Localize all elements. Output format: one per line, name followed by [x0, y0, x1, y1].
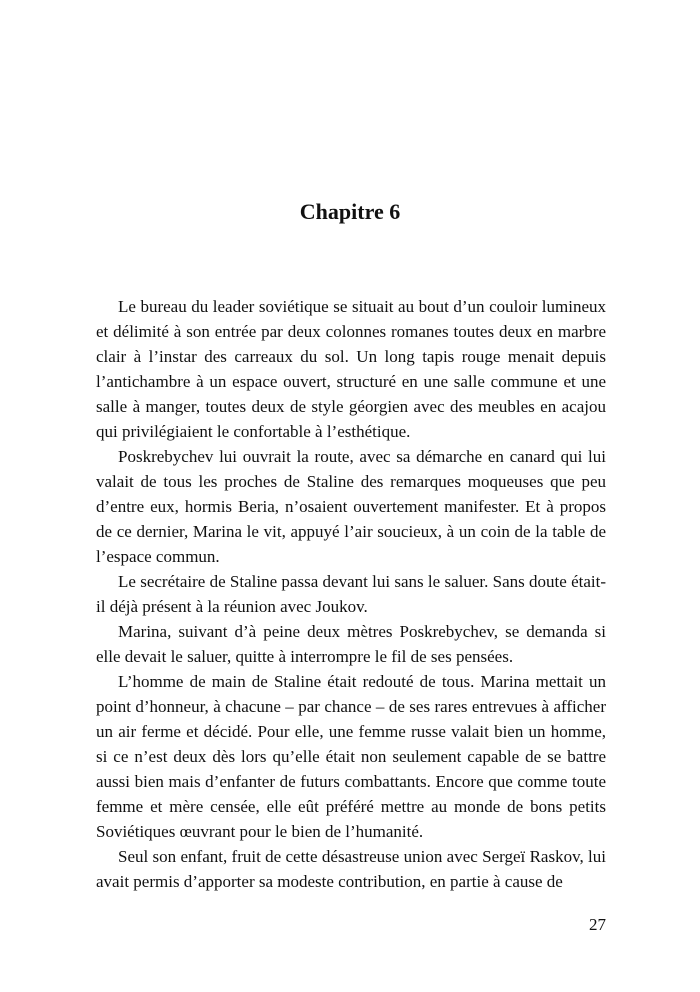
paragraph: Poskrebychev lui ouvrait la route, avec sa démarche en canard qui lui valait de tous les proches de Staline des remarques moqueuses que peu d’entre eux, hormis Beria, n’osaient ouvertement manifester. Et à propos de ce dernier, Marina le vit, appuyé l’air soucieux, à un coin de la table de l’espace commun. [96, 447, 606, 566]
chapter-title: Chapitre 6 [299, 199, 401, 224]
page-number: 27 [589, 915, 606, 934]
body-text [96, 294, 606, 894]
paragraph: Le bureau du leader soviétique se situait au bout d’un couloir lumineux et délimité à son entrée par deux colonnes romanes toutes deux en marbre clair à l’instar des carreaux du sol. Un long tapis rouge menait depuis l’antichambre à un espace ouvert, structuré en une salle commune et une salle à manger, toutes deux de style géorgien avec des meubles en acajou qui privilégiaient le confortable à l’esthétique. [96, 297, 606, 441]
paragraph: L’homme de main de Staline était redouté de tous. Marina mettait un point d’honneur, à chacune – par chance – de ses rares entrevues à afficher un air ferme et décidé. Pour elle, une femme russe valait bien un homme, si ce n’est deux dès lors qu’elle était non seulement capable de se battre aussi bien mais d’enfanter de futurs combattants. Encore que comme toute femme et mère censée, elle eût préféré mettre au monde de bons petits Soviétiques œuvrant pour le bien de l’humanité. [96, 672, 606, 841]
paragraph-continued: Seul son enfant, fruit de cette désastreuse union avec Sergeï Raskov, lui avait permis d’apporter sa modeste contribution, en partie à cause de [96, 847, 606, 891]
paragraph: Marina, suivant d’à peine deux mètres Poskrebychev, se demanda si elle devait le saluer, quitte à interrompre le fil de ses pensées. [96, 622, 606, 666]
paragraph: Le secrétaire de Staline passa devant lui sans le saluer. Sans doute était-il déjà présent à la réunion avec Joukov. [96, 572, 606, 616]
